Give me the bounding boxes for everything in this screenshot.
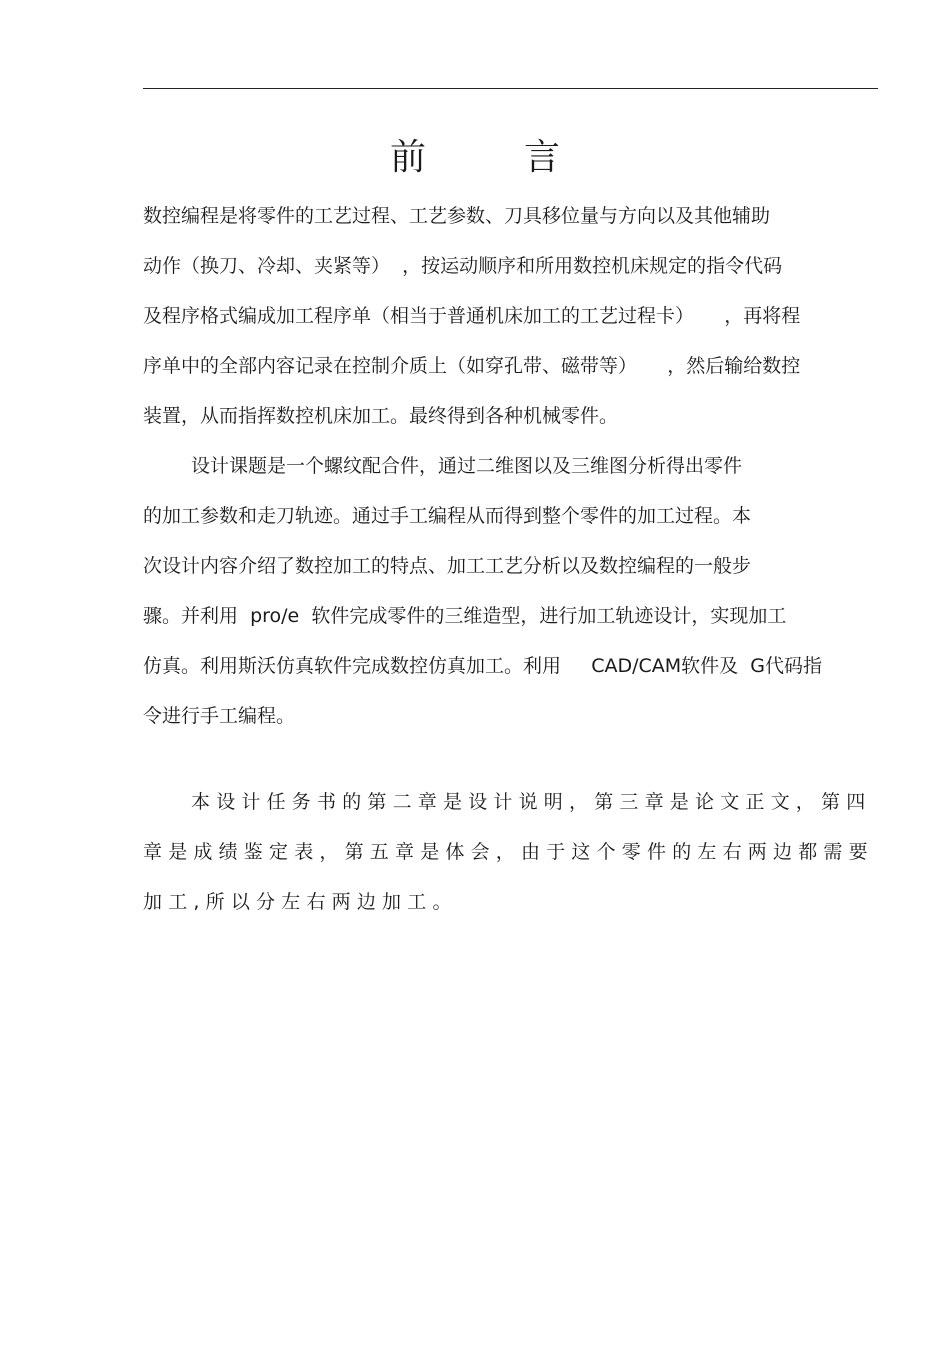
text-line: 仿真。利用斯沃仿真软件完成数控仿真加工。利用 CAD/CAM软件及 G代码指 <box>143 655 822 677</box>
text-line: 动作（换刀、冷却、夹紧等） ，按运动顺序和所用数控机床规定的指令代码 <box>143 255 783 277</box>
text-line: 装置，从而指挥数控机床加工。最终得到各种机械零件。 <box>143 405 619 427</box>
header-rule <box>143 88 878 89</box>
text-line: 骤。并利用 pro/e 软件完成零件的三维造型，进行加工轨迹设计，实现加工 <box>143 605 787 627</box>
text-line: 加工,所以分左右两边加工。 <box>143 891 458 913</box>
page-title <box>0 132 950 184</box>
title-char-2: 言 <box>524 137 561 178</box>
text-line: 令进行手工编程。 <box>143 705 296 727</box>
title-char-1: 前 <box>389 137 426 178</box>
text-line: 次设计内容介绍了数控加工的特点、加工工艺分析以及数控编程的一般步 <box>143 555 752 577</box>
text-line: 本设计任务书的第二章是设计说明，第三章是论文正文，第四 <box>191 791 872 813</box>
text-line: 及程序格式编成加工程序单（相当于普通机床加工的工艺过程卡） ，再将程 <box>143 305 801 327</box>
text-line: 的加工参数和走刀轨迹。通过手工编程从而得到整个零件的加工过程。本 <box>143 505 752 527</box>
text-line: 设计课题是一个螺纹配合件，通过二维图以及三维图分析得出零件 <box>191 455 743 477</box>
text-line: 数控编程是将零件的工艺过程、工艺参数、刀具移位量与方向以及其他辅助 <box>143 205 771 227</box>
text-line: 章是成绩鉴定表，第五章是体会，由于这个零件的左右两边都需要 <box>143 841 874 863</box>
text-line: 序单中的全部内容记录在控制介质上（如穿孔带、磁带等） ，然后输给数控 <box>143 355 801 377</box>
